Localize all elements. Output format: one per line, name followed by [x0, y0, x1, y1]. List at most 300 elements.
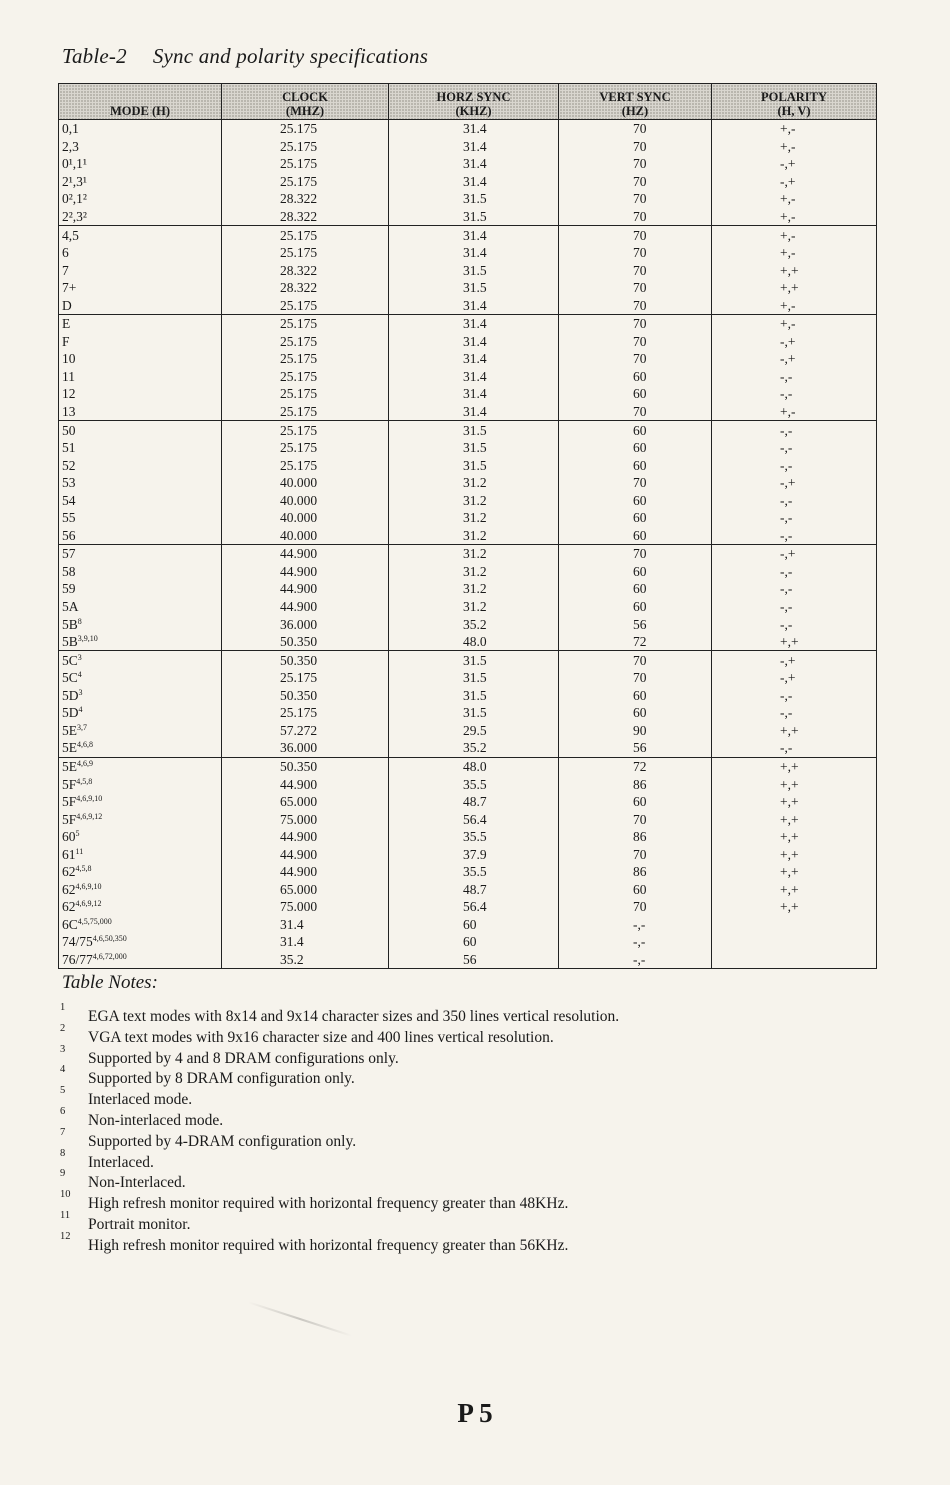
cell-vert-sync: 70	[559, 350, 712, 368]
note-number: 9	[60, 1168, 66, 1180]
cell-clock: 50.350	[222, 633, 389, 651]
cell-vert-sync: 70	[559, 474, 712, 492]
cell-polarity: +,-	[712, 120, 877, 138]
note-text: Supported by 4 and 8 DRAM configurations only.	[88, 1049, 399, 1067]
table-row	[59, 580, 877, 598]
cell-polarity: +,+	[712, 279, 877, 297]
mode-value: 57	[62, 546, 76, 562]
cell-clock: 25.175	[222, 669, 389, 687]
cell-mode	[59, 633, 222, 651]
note-text: Interlaced mode.	[88, 1091, 193, 1109]
cell-clock: 25.175	[222, 244, 389, 262]
cell-mode	[59, 563, 222, 581]
cell-clock: 25.175	[222, 456, 389, 474]
cell-horz-sync: 31.5	[389, 279, 559, 297]
cell-vert-sync: 60	[559, 456, 712, 474]
mode-value: 74/75	[62, 934, 93, 950]
cell-horz-sync: 31.5	[389, 687, 559, 705]
cell-polarity: +,+	[712, 757, 877, 775]
mode-footnote-ref: 4,5,75,000	[77, 916, 112, 926]
table-row	[59, 226, 877, 244]
mode-value: 61	[62, 846, 76, 862]
cell-vert-sync: -,-	[559, 933, 712, 951]
cell-vert-sync: 70	[559, 155, 712, 173]
cell-vert-sync: 60	[559, 491, 712, 509]
table-label: Table-2	[62, 44, 127, 68]
note-text: High refresh monitor required with horizontal frequency greater than 56KHz.	[88, 1236, 569, 1254]
cell-clock: 25.175	[222, 368, 389, 386]
table-row	[59, 793, 877, 811]
table-row	[59, 403, 877, 421]
table-row	[59, 155, 877, 173]
cell-vert-sync: 60	[559, 881, 712, 899]
cell-mode	[59, 456, 222, 474]
mode-footnote-ref: 3,7	[77, 722, 87, 732]
cell-polarity: +,-	[712, 208, 877, 226]
cell-vert-sync: 70	[559, 208, 712, 226]
table-row	[59, 350, 877, 368]
cell-horz-sync: 31.2	[389, 598, 559, 616]
note-text: EGA text modes with 8x14 and 9x14 character sizes and 350 lines vertical resolution.	[88, 1008, 620, 1025]
table-row	[59, 545, 877, 563]
mode-value: 2¹,3¹	[62, 173, 87, 189]
cell-polarity: -,+	[712, 474, 877, 492]
cell-mode	[59, 350, 222, 368]
note-text: Portrait monitor.	[88, 1215, 191, 1233]
cell-polarity	[712, 933, 877, 951]
cell-clock: 25.175	[222, 421, 389, 439]
table-note	[58, 1191, 878, 1212]
cell-vert-sync: 60	[559, 439, 712, 457]
cell-mode	[59, 279, 222, 297]
cell-horz-sync: 37.9	[389, 845, 559, 863]
table-row	[59, 120, 877, 138]
cell-horz-sync: 31.5	[389, 651, 559, 669]
mode-value: 5E	[62, 758, 77, 774]
note-number: 2	[60, 1022, 66, 1034]
table-row	[59, 633, 877, 651]
cell-clock: 28.322	[222, 279, 389, 297]
cell-polarity: +,+	[712, 793, 877, 811]
cell-clock: 25.175	[222, 173, 389, 191]
table-row	[59, 615, 877, 633]
cell-vert-sync: 72	[559, 757, 712, 775]
cell-mode	[59, 296, 222, 314]
note-number: 10	[60, 1189, 71, 1201]
note-number: 12	[60, 1230, 71, 1242]
cell-clock: 75.000	[222, 810, 389, 828]
cell-polarity: +,-	[712, 403, 877, 421]
cell-mode	[59, 793, 222, 811]
cell-mode	[59, 491, 222, 509]
cell-polarity: -,+	[712, 350, 877, 368]
mode-value: 11	[62, 368, 75, 384]
table-row	[59, 933, 877, 951]
cell-clock: 28.322	[222, 190, 389, 208]
cell-vert-sync: 70	[559, 173, 712, 191]
note-text: Interlaced.	[88, 1153, 154, 1171]
cell-horz-sync: 31.4	[389, 138, 559, 156]
cell-clock: 75.000	[222, 898, 389, 916]
table-row	[59, 951, 877, 969]
cell-horz-sync: 35.5	[389, 863, 559, 881]
mode-value: 5F	[62, 776, 77, 792]
cell-clock: 31.4	[222, 933, 389, 951]
cell-polarity: +,-	[712, 315, 877, 333]
table-note	[58, 1147, 878, 1171]
mode-footnote-ref: 4,5,8	[75, 864, 92, 874]
cell-clock: 25.175	[222, 315, 389, 333]
cell-mode	[59, 916, 222, 934]
cell-horz-sync: 31.2	[389, 563, 559, 581]
mode-value: 2,3	[62, 138, 79, 154]
cell-vert-sync: 72	[559, 633, 712, 651]
cell-clock: 40.000	[222, 474, 389, 492]
mode-value: 5A	[62, 599, 79, 615]
cell-polarity: -,-	[712, 509, 877, 527]
cell-horz-sync: 35.2	[389, 615, 559, 633]
cell-mode	[59, 155, 222, 173]
table-caption	[62, 44, 428, 69]
cell-vert-sync: 60	[559, 704, 712, 722]
cell-vert-sync: 86	[559, 863, 712, 881]
cell-horz-sync: 56.4	[389, 898, 559, 916]
header-vert-sync: VERT SYNC (HZ)	[559, 84, 712, 120]
cell-horz-sync: 31.4	[389, 244, 559, 262]
cell-horz-sync: 31.4	[389, 155, 559, 173]
cell-polarity: +,+	[712, 810, 877, 828]
mode-value: 5F	[62, 794, 77, 810]
table-row	[59, 651, 877, 669]
cell-horz-sync: 29.5	[389, 722, 559, 740]
cell-horz-sync: 31.4	[389, 368, 559, 386]
cell-polarity: +,+	[712, 261, 877, 279]
table-row	[59, 845, 877, 863]
cell-clock: 25.175	[222, 226, 389, 244]
mode-value: 59	[62, 581, 76, 597]
table-row	[59, 810, 877, 828]
mode-value: 5C	[62, 652, 78, 668]
mode-footnote-ref: 4,6,9,12	[75, 899, 102, 909]
cell-clock: 40.000	[222, 491, 389, 509]
mode-value: 60	[62, 829, 76, 845]
cell-vert-sync: 70	[559, 296, 712, 314]
cell-clock: 40.000	[222, 509, 389, 527]
cell-mode	[59, 439, 222, 457]
mode-value: 5E	[62, 722, 77, 738]
header-polarity: POLARITY (H, V)	[712, 84, 877, 120]
cell-mode	[59, 669, 222, 687]
notes-list	[58, 1004, 878, 1254]
cell-polarity: +,-	[712, 244, 877, 262]
mode-value: 76/77	[62, 951, 93, 967]
table-row	[59, 385, 877, 403]
cell-horz-sync: 31.4	[389, 296, 559, 314]
cell-mode	[59, 208, 222, 226]
table-row	[59, 173, 877, 191]
table-row	[59, 244, 877, 262]
cell-clock: 65.000	[222, 793, 389, 811]
cell-clock: 35.2	[222, 951, 389, 969]
mode-value: 5F	[62, 811, 77, 827]
cell-vert-sync: 70	[559, 315, 712, 333]
mode-value: 6C	[62, 916, 78, 932]
cell-polarity: -,-	[712, 491, 877, 509]
cell-clock: 25.175	[222, 439, 389, 457]
cell-horz-sync: 35.2	[389, 739, 559, 757]
cell-horz-sync: 31.5	[389, 208, 559, 226]
cell-horz-sync: 31.4	[389, 315, 559, 333]
paper-smudge	[247, 1301, 352, 1337]
cell-clock: 25.175	[222, 333, 389, 351]
cell-mode	[59, 120, 222, 138]
cell-vert-sync: 60	[559, 509, 712, 527]
mode-value: 0²,1²	[62, 191, 87, 207]
cell-horz-sync: 35.5	[389, 775, 559, 793]
mode-footnote-ref: 4	[78, 705, 83, 715]
cell-mode	[59, 474, 222, 492]
cell-vert-sync: 70	[559, 898, 712, 916]
table-row	[59, 881, 877, 899]
cell-clock: 25.175	[222, 385, 389, 403]
table-note	[58, 1043, 878, 1067]
cell-mode	[59, 951, 222, 969]
table-header-row	[59, 84, 877, 120]
table-note	[58, 1209, 878, 1233]
cell-horz-sync: 31.2	[389, 527, 559, 545]
cell-polarity: -,-	[712, 421, 877, 439]
mode-footnote-ref: 3,9,10	[77, 634, 98, 644]
mode-value: 56	[62, 527, 76, 543]
cell-mode	[59, 244, 222, 262]
cell-polarity: -,-	[712, 687, 877, 705]
cell-polarity: -,+	[712, 173, 877, 191]
cell-clock: 25.175	[222, 704, 389, 722]
cell-vert-sync: 60	[559, 563, 712, 581]
table-row	[59, 333, 877, 351]
table-row	[59, 687, 877, 705]
cell-polarity: -,-	[712, 563, 877, 581]
mode-value: 6	[62, 245, 69, 261]
cell-horz-sync: 31.4	[389, 350, 559, 368]
mode-value: 54	[62, 492, 76, 508]
mode-value: 62	[62, 899, 76, 915]
table-title: Sync and polarity specifications	[152, 44, 429, 68]
table-row	[59, 456, 877, 474]
table-note	[58, 1087, 878, 1108]
cell-clock: 50.350	[222, 757, 389, 775]
cell-clock: 44.900	[222, 580, 389, 598]
cell-vert-sync: 70	[559, 333, 712, 351]
mode-value: 5E	[62, 740, 77, 756]
cell-polarity: -,+	[712, 669, 877, 687]
cell-polarity: -,-	[712, 385, 877, 403]
cell-mode	[59, 226, 222, 244]
cell-mode	[59, 845, 222, 863]
table-note	[58, 1105, 878, 1129]
cell-polarity: -,-	[712, 527, 877, 545]
cell-mode	[59, 580, 222, 598]
cell-vert-sync: 70	[559, 545, 712, 563]
cell-mode	[59, 315, 222, 333]
cell-clock: 36.000	[222, 615, 389, 633]
cell-clock: 28.322	[222, 208, 389, 226]
sync-polarity-table	[58, 83, 877, 969]
cell-mode	[59, 810, 222, 828]
cell-clock: 44.900	[222, 545, 389, 563]
cell-mode	[59, 615, 222, 633]
cell-horz-sync: 31.2	[389, 580, 559, 598]
cell-vert-sync: 60	[559, 368, 712, 386]
cell-horz-sync: 31.5	[389, 190, 559, 208]
table-row	[59, 775, 877, 793]
cell-mode	[59, 687, 222, 705]
note-text: VGA text modes with 9x16 character size and 400 lines vertical resolution.	[88, 1028, 554, 1046]
mode-value: 5D	[62, 687, 79, 703]
cell-vert-sync: 70	[559, 261, 712, 279]
cell-mode	[59, 509, 222, 527]
cell-vert-sync: 60	[559, 527, 712, 545]
cell-polarity: -,-	[712, 739, 877, 757]
cell-horz-sync: 31.4	[389, 333, 559, 351]
cell-vert-sync: 70	[559, 651, 712, 669]
table-row	[59, 279, 877, 297]
cell-vert-sync: 56	[559, 739, 712, 757]
cell-clock: 44.900	[222, 863, 389, 881]
header-clock: CLOCK (MHZ)	[222, 84, 389, 120]
cell-vert-sync: 70	[559, 403, 712, 421]
cell-vert-sync: 60	[559, 687, 712, 705]
cell-polarity	[712, 916, 877, 934]
note-number: 4	[60, 1064, 66, 1076]
cell-horz-sync: 31.5	[389, 421, 559, 439]
note-number: 5	[60, 1085, 66, 1097]
note-text: Non-Interlaced.	[88, 1174, 186, 1192]
cell-clock: 44.900	[222, 598, 389, 616]
cell-polarity: +,+	[712, 633, 877, 651]
table-note	[58, 1066, 878, 1087]
cell-polarity: +,-	[712, 138, 877, 156]
table-row	[59, 863, 877, 881]
cell-vert-sync: 70	[559, 138, 712, 156]
mode-value: 5B	[62, 616, 78, 632]
cell-vert-sync: 86	[559, 828, 712, 846]
cell-polarity: -,-	[712, 439, 877, 457]
cell-mode	[59, 527, 222, 545]
table-row	[59, 474, 877, 492]
table-row	[59, 722, 877, 740]
header-mode: MODE (H)	[59, 84, 222, 120]
cell-vert-sync: 70	[559, 190, 712, 208]
cell-mode	[59, 704, 222, 722]
cell-horz-sync: 31.4	[389, 120, 559, 138]
cell-mode	[59, 190, 222, 208]
cell-mode	[59, 261, 222, 279]
mode-value: 13	[62, 404, 76, 420]
table-row	[59, 828, 877, 846]
cell-polarity	[712, 951, 877, 969]
table-row	[59, 669, 877, 687]
mode-value: 53	[62, 475, 76, 491]
cell-vert-sync: 60	[559, 793, 712, 811]
note-number: 6	[60, 1105, 66, 1117]
cell-polarity: -,-	[712, 456, 877, 474]
cell-horz-sync: 60	[389, 916, 559, 934]
mode-footnote-ref: 11	[75, 846, 84, 856]
mode-value: E	[62, 316, 71, 332]
mode-footnote-ref: 5	[75, 829, 80, 839]
cell-horz-sync: 31.5	[389, 704, 559, 722]
mode-value: 52	[62, 457, 76, 473]
cell-mode	[59, 898, 222, 916]
cell-horz-sync: 31.2	[389, 491, 559, 509]
table-body	[59, 120, 877, 969]
note-number: 7	[60, 1126, 66, 1138]
table-row	[59, 190, 877, 208]
cell-horz-sync: 48.0	[389, 633, 559, 651]
mode-footnote-ref: 3	[78, 687, 83, 697]
cell-polarity: +,+	[712, 845, 877, 863]
cell-polarity: +,-	[712, 190, 877, 208]
cell-polarity: -,+	[712, 155, 877, 173]
mode-value: 7	[62, 262, 69, 278]
cell-horz-sync: 48.7	[389, 881, 559, 899]
note-number: 11	[60, 1209, 71, 1221]
cell-mode	[59, 739, 222, 757]
cell-vert-sync: 70	[559, 810, 712, 828]
cell-horz-sync: 31.5	[389, 456, 559, 474]
note-number: 3	[60, 1043, 66, 1055]
page-number: P 5	[457, 1398, 493, 1428]
mode-value: 10	[62, 351, 76, 367]
mode-footnote-ref: 4,6,9	[77, 758, 93, 768]
mode-value: 0¹,1¹	[62, 156, 87, 172]
cell-horz-sync: 35.5	[389, 828, 559, 846]
cell-horz-sync: 31.4	[389, 226, 559, 244]
cell-vert-sync: 56	[559, 615, 712, 633]
table-note	[58, 1004, 878, 1025]
cell-horz-sync: 48.7	[389, 793, 559, 811]
cell-polarity: -,-	[712, 598, 877, 616]
note-text: High refresh monitor required with horizontal frequency greater than 48KHz.	[88, 1195, 569, 1213]
cell-polarity: -,-	[712, 704, 877, 722]
table-row	[59, 315, 877, 333]
mode-value: 5C	[62, 670, 78, 686]
cell-vert-sync: 60	[559, 385, 712, 403]
mode-value: 62	[62, 881, 76, 897]
cell-horz-sync: 56	[389, 951, 559, 969]
cell-mode	[59, 368, 222, 386]
cell-vert-sync: 70	[559, 244, 712, 262]
cell-vert-sync: 70	[559, 279, 712, 297]
cell-mode	[59, 757, 222, 775]
cell-horz-sync: 31.5	[389, 669, 559, 687]
note-text: Supported by 8 DRAM configuration only.	[88, 1070, 355, 1088]
table-row	[59, 439, 877, 457]
cell-horz-sync: 31.2	[389, 545, 559, 563]
cell-mode	[59, 138, 222, 156]
mode-footnote-ref: 3	[77, 652, 82, 662]
cell-vert-sync: -,-	[559, 951, 712, 969]
cell-polarity: +,+	[712, 898, 877, 916]
cell-mode	[59, 863, 222, 881]
table-row	[59, 916, 877, 934]
table-row	[59, 757, 877, 775]
mode-footnote-ref: 4,6,9,10	[75, 881, 102, 891]
cell-polarity: -,-	[712, 615, 877, 633]
cell-clock: 31.4	[222, 916, 389, 934]
cell-horz-sync: 56.4	[389, 810, 559, 828]
